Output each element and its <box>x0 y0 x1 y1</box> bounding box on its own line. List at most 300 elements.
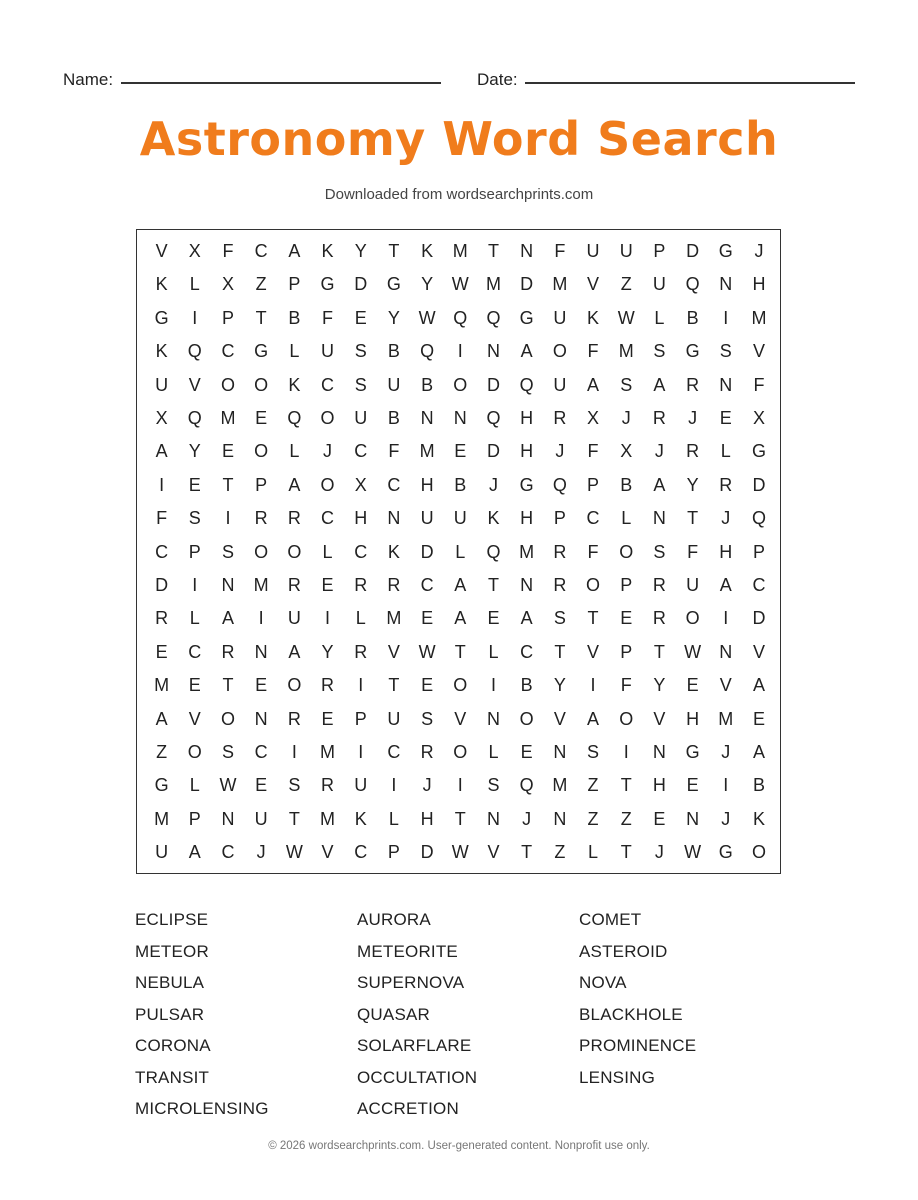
grid-cell[interactable]: T <box>554 641 566 662</box>
grid-cell[interactable]: B <box>421 374 434 395</box>
grid-cell[interactable]: R <box>553 575 567 595</box>
grid-cell[interactable]: M <box>519 541 535 562</box>
grid-cell[interactable]: P <box>553 508 566 529</box>
grid-cell[interactable]: P <box>288 274 301 295</box>
grid-cell[interactable]: P <box>653 241 666 261</box>
grid-cell[interactable]: F <box>156 508 168 529</box>
grid-cell[interactable]: C <box>354 842 368 863</box>
grid-cell[interactable]: G <box>718 241 733 261</box>
grid-cell[interactable]: E <box>188 675 201 696</box>
grid-cell[interactable]: O <box>287 541 302 562</box>
grid-cell[interactable]: I <box>258 608 264 629</box>
grid-cell[interactable]: E <box>354 307 367 328</box>
grid-cell[interactable]: M <box>419 441 435 462</box>
grid-cell[interactable]: W <box>684 641 702 662</box>
grid-cell[interactable]: C <box>752 575 766 595</box>
grid-cell[interactable]: E <box>686 675 699 696</box>
grid-cell[interactable]: U <box>553 307 567 328</box>
grid-cell[interactable]: S <box>719 341 732 362</box>
grid-cell[interactable]: O <box>453 742 468 762</box>
grid-cell[interactable]: H <box>719 541 733 562</box>
grid-cell[interactable]: D <box>752 474 766 495</box>
grid-cell[interactable]: E <box>255 675 268 696</box>
grid-cell[interactable]: F <box>587 441 599 462</box>
grid-cell[interactable]: M <box>154 675 170 696</box>
grid-cell[interactable]: B <box>387 408 400 428</box>
grid-cell[interactable]: C <box>321 508 335 529</box>
grid-cell[interactable]: W <box>451 842 469 863</box>
grid-cell[interactable]: Z <box>620 808 632 829</box>
grid-cell[interactable]: T <box>255 307 267 328</box>
grid-cell[interactable]: I <box>358 742 364 762</box>
grid-cell[interactable]: E <box>653 808 666 829</box>
grid-cell[interactable]: O <box>685 608 700 629</box>
grid-cell[interactable]: M <box>485 274 501 295</box>
grid-cell[interactable]: A <box>454 608 467 629</box>
grid-cell[interactable]: E <box>221 441 234 462</box>
grid-cell[interactable]: S <box>354 341 367 362</box>
grid-cell[interactable]: R <box>287 508 301 529</box>
grid-cell[interactable]: C <box>420 575 434 595</box>
grid-cell[interactable]: T <box>620 775 632 796</box>
grid-cell[interactable]: J <box>621 408 631 428</box>
grid-cell[interactable]: W <box>684 842 702 863</box>
grid-cell[interactable]: P <box>188 541 201 562</box>
grid-cell[interactable]: D <box>486 441 500 462</box>
grid-cell[interactable]: I <box>391 775 397 796</box>
grid-cell[interactable]: D <box>486 374 500 395</box>
grid-cell[interactable]: N <box>254 641 268 662</box>
grid-cell[interactable]: K <box>288 374 301 395</box>
grid-cell[interactable]: N <box>520 575 534 595</box>
grid-cell[interactable]: J <box>422 775 432 796</box>
grid-cell[interactable]: A <box>288 474 301 495</box>
grid-cell[interactable]: I <box>225 508 231 529</box>
grid-cell[interactable]: U <box>387 708 401 729</box>
grid-cell[interactable]: R <box>652 608 666 629</box>
grid-cell[interactable]: N <box>486 341 500 362</box>
grid-cell[interactable]: C <box>354 541 368 562</box>
grid-cell[interactable]: R <box>652 408 666 428</box>
grid-cell[interactable]: O <box>320 408 335 428</box>
grid-cell[interactable]: Q <box>486 541 501 562</box>
grid-cell[interactable]: E <box>752 708 765 729</box>
grid-cell[interactable]: A <box>653 474 666 495</box>
grid-cell[interactable]: A <box>155 708 168 729</box>
grid-cell[interactable]: D <box>520 274 534 295</box>
grid-cell[interactable]: A <box>155 441 168 462</box>
grid-cell[interactable]: J <box>721 742 731 762</box>
grid-cell[interactable]: U <box>586 241 600 261</box>
grid-cell[interactable]: C <box>221 341 235 362</box>
grid-cell[interactable]: T <box>222 474 234 495</box>
grid-cell[interactable]: N <box>719 274 733 295</box>
grid-cell[interactable]: G <box>254 341 269 362</box>
grid-cell[interactable]: V <box>321 842 334 863</box>
grid-cell[interactable]: R <box>553 541 567 562</box>
grid-cell[interactable]: V <box>155 241 168 261</box>
grid-cell[interactable]: C <box>254 241 268 261</box>
grid-cell[interactable]: R <box>553 408 567 428</box>
grid-cell[interactable]: J <box>754 241 764 261</box>
grid-cell[interactable]: N <box>719 374 733 395</box>
grid-cell[interactable]: S <box>620 374 633 395</box>
grid-cell[interactable]: L <box>488 641 499 662</box>
grid-cell[interactable]: A <box>653 374 666 395</box>
grid-cell[interactable]: A <box>288 241 301 261</box>
grid-cell[interactable]: A <box>752 675 765 696</box>
grid-cell[interactable]: Q <box>552 474 567 495</box>
grid-cell[interactable]: V <box>587 641 600 662</box>
grid-cell[interactable]: R <box>254 508 268 529</box>
grid-cell[interactable]: Y <box>421 274 434 295</box>
grid-cell[interactable]: Q <box>486 307 501 328</box>
grid-cell[interactable]: H <box>420 808 434 829</box>
grid-cell[interactable]: I <box>291 742 297 762</box>
grid-cell[interactable]: U <box>619 241 633 261</box>
grid-cell[interactable]: I <box>457 775 463 796</box>
grid-cell[interactable]: V <box>387 641 400 662</box>
grid-cell[interactable]: H <box>420 474 434 495</box>
grid-cell[interactable]: E <box>321 708 334 729</box>
grid-cell[interactable]: Q <box>287 408 302 428</box>
grid-cell[interactable]: J <box>488 474 498 495</box>
grid-cell[interactable]: N <box>553 808 567 829</box>
grid-cell[interactable]: B <box>288 307 301 328</box>
grid-cell[interactable]: V <box>487 842 500 863</box>
grid-cell[interactable]: N <box>221 575 235 595</box>
grid-cell[interactable]: N <box>387 508 401 529</box>
grid-cell[interactable]: P <box>255 474 268 495</box>
grid-cell[interactable]: J <box>522 808 532 829</box>
grid-cell[interactable]: Y <box>653 675 666 696</box>
grid-cell[interactable]: O <box>453 374 468 395</box>
grid-cell[interactable]: B <box>520 675 533 696</box>
grid-cell[interactable]: X <box>155 408 168 428</box>
grid-cell[interactable]: U <box>652 274 666 295</box>
grid-cell[interactable]: R <box>354 641 368 662</box>
grid-cell[interactable]: A <box>288 641 301 662</box>
grid-cell[interactable]: J <box>256 842 266 863</box>
grid-cell[interactable]: E <box>188 474 201 495</box>
grid-cell[interactable]: O <box>619 708 634 729</box>
grid-cell[interactable]: T <box>388 241 400 261</box>
grid-cell[interactable]: T <box>388 675 400 696</box>
grid-cell[interactable]: R <box>387 575 401 595</box>
grid-cell[interactable]: K <box>321 241 334 261</box>
grid-cell[interactable]: H <box>520 441 534 462</box>
grid-cell[interactable]: B <box>387 341 400 362</box>
grid-cell[interactable]: V <box>587 274 600 295</box>
grid-cell[interactable]: K <box>387 541 400 562</box>
grid-cell[interactable]: V <box>719 675 732 696</box>
grid-cell[interactable]: Y <box>553 675 566 696</box>
grid-cell[interactable]: F <box>620 675 632 696</box>
grid-cell[interactable]: U <box>321 341 335 362</box>
grid-cell[interactable]: W <box>418 641 436 662</box>
grid-cell[interactable]: V <box>752 641 765 662</box>
grid-cell[interactable]: P <box>587 474 600 495</box>
grid-cell[interactable]: T <box>487 241 499 261</box>
grid-cell[interactable]: J <box>721 508 731 529</box>
grid-cell[interactable]: N <box>686 808 700 829</box>
grid-cell[interactable]: A <box>520 341 533 362</box>
grid-cell[interactable]: T <box>454 808 466 829</box>
grid-cell[interactable]: C <box>354 441 368 462</box>
grid-cell[interactable]: A <box>188 842 201 863</box>
grid-cell[interactable]: I <box>325 608 331 629</box>
grid-cell[interactable]: T <box>587 608 599 629</box>
grid-cell[interactable]: M <box>552 274 568 295</box>
grid-cell[interactable]: S <box>487 775 500 796</box>
grid-cell[interactable]: N <box>221 808 235 829</box>
grid-cell[interactable]: E <box>255 775 268 796</box>
grid-cell[interactable]: J <box>654 842 664 863</box>
grid-cell[interactable]: K <box>487 508 500 529</box>
grid-cell[interactable]: Y <box>188 441 201 462</box>
grid-cell[interactable]: D <box>354 274 368 295</box>
grid-cell[interactable]: Q <box>187 341 202 362</box>
grid-cell[interactable]: A <box>520 608 533 629</box>
grid-cell[interactable]: L <box>189 274 200 295</box>
grid-cell[interactable]: M <box>718 708 734 729</box>
grid-cell[interactable]: A <box>719 575 732 595</box>
grid-cell[interactable]: W <box>418 307 436 328</box>
grid-cell[interactable]: Z <box>554 842 566 863</box>
grid-cell[interactable]: S <box>587 742 600 762</box>
grid-cell[interactable]: S <box>421 708 434 729</box>
grid-cell[interactable]: G <box>154 775 169 796</box>
grid-cell[interactable]: O <box>552 341 567 362</box>
grid-cell[interactable]: U <box>453 508 467 529</box>
grid-cell[interactable]: R <box>652 575 666 595</box>
grid-cell[interactable]: Z <box>587 775 599 796</box>
grid-cell[interactable]: L <box>388 808 399 829</box>
grid-cell[interactable]: C <box>586 508 600 529</box>
grid-cell[interactable]: G <box>685 742 700 762</box>
grid-cell[interactable]: Z <box>255 274 267 295</box>
grid-cell[interactable]: L <box>720 441 731 462</box>
grid-cell[interactable]: N <box>453 408 467 428</box>
grid-cell[interactable]: R <box>686 374 700 395</box>
grid-cell[interactable]: B <box>686 307 699 328</box>
grid-cell[interactable]: F <box>322 307 334 328</box>
grid-cell[interactable]: Y <box>387 307 400 328</box>
grid-cell[interactable]: N <box>486 708 500 729</box>
grid-cell[interactable]: H <box>686 708 700 729</box>
grid-cell[interactable]: B <box>620 474 633 495</box>
grid-cell[interactable]: P <box>387 842 400 863</box>
grid-cell[interactable]: A <box>587 374 600 395</box>
grid-cell[interactable]: P <box>354 708 367 729</box>
grid-cell[interactable]: Q <box>519 775 534 796</box>
grid-cell[interactable]: X <box>620 441 633 462</box>
grid-cell[interactable]: E <box>620 608 633 629</box>
grid-cell[interactable]: R <box>719 474 733 495</box>
grid-cell[interactable]: U <box>354 775 368 796</box>
grid-cell[interactable]: O <box>254 441 269 462</box>
grid-cell[interactable]: P <box>188 808 201 829</box>
grid-cell[interactable]: K <box>752 808 765 829</box>
grid-cell[interactable]: J <box>688 408 698 428</box>
grid-cell[interactable]: D <box>420 541 434 562</box>
grid-cell[interactable]: E <box>686 775 699 796</box>
grid-cell[interactable]: U <box>354 408 368 428</box>
grid-cell[interactable]: Q <box>453 307 468 328</box>
grid-cell[interactable]: J <box>555 441 565 462</box>
grid-cell[interactable]: U <box>287 608 301 629</box>
grid-cell[interactable]: A <box>752 742 765 762</box>
grid-cell[interactable]: I <box>192 575 198 595</box>
grid-cell[interactable]: S <box>653 341 666 362</box>
grid-cell[interactable]: R <box>221 641 235 662</box>
grid-cell[interactable]: E <box>155 641 168 662</box>
grid-cell[interactable]: C <box>321 374 335 395</box>
grid-cell[interactable]: M <box>452 241 468 261</box>
grid-cell[interactable]: U <box>155 374 169 395</box>
grid-cell[interactable]: G <box>519 474 534 495</box>
grid-cell[interactable]: S <box>221 541 234 562</box>
grid-cell[interactable]: L <box>455 541 466 562</box>
grid-cell[interactable]: Q <box>519 374 534 395</box>
grid-cell[interactable]: Z <box>620 274 632 295</box>
grid-cell[interactable]: D <box>420 842 434 863</box>
grid-cell[interactable]: A <box>221 608 234 629</box>
grid-cell[interactable]: S <box>221 742 234 762</box>
grid-cell[interactable]: I <box>192 307 198 328</box>
grid-cell[interactable]: F <box>587 541 599 562</box>
grid-cell[interactable]: I <box>623 742 629 762</box>
grid-cell[interactable]: Q <box>187 408 202 428</box>
grid-cell[interactable]: F <box>587 341 599 362</box>
grid-cell[interactable]: Q <box>751 508 766 529</box>
grid-cell[interactable]: F <box>554 241 566 261</box>
grid-cell[interactable]: W <box>285 842 303 863</box>
grid-cell[interactable]: L <box>488 742 499 762</box>
grid-cell[interactable]: J <box>323 441 333 462</box>
grid-cell[interactable]: M <box>220 408 236 428</box>
grid-cell[interactable]: N <box>652 508 666 529</box>
grid-cell[interactable]: G <box>685 341 700 362</box>
date-line[interactable] <box>525 82 855 84</box>
grid-cell[interactable]: M <box>320 808 336 829</box>
grid-cell[interactable]: U <box>387 374 401 395</box>
grid-cell[interactable]: H <box>520 508 534 529</box>
grid-cell[interactable]: X <box>752 408 765 428</box>
grid-cell[interactable]: V <box>752 341 765 362</box>
grid-cell[interactable]: Q <box>420 341 435 362</box>
grid-cell[interactable]: L <box>588 842 599 863</box>
grid-cell[interactable]: X <box>188 241 201 261</box>
grid-cell[interactable]: O <box>220 708 235 729</box>
grid-cell[interactable]: F <box>687 541 699 562</box>
grid-cell[interactable]: L <box>189 775 200 796</box>
grid-cell[interactable]: U <box>420 508 434 529</box>
grid-cell[interactable]: O <box>287 675 302 696</box>
grid-cell[interactable]: M <box>751 307 767 328</box>
grid-cell[interactable]: O <box>619 541 634 562</box>
grid-cell[interactable]: L <box>322 541 333 562</box>
grid-cell[interactable]: I <box>723 307 729 328</box>
grid-cell[interactable]: O <box>519 708 534 729</box>
grid-cell[interactable]: K <box>587 307 600 328</box>
grid-cell[interactable]: E <box>487 608 500 629</box>
grid-cell[interactable]: E <box>454 441 467 462</box>
grid-cell[interactable]: G <box>519 307 534 328</box>
grid-cell[interactable]: K <box>155 341 168 362</box>
grid-cell[interactable]: V <box>188 708 201 729</box>
grid-cell[interactable]: T <box>454 641 466 662</box>
grid-cell[interactable]: L <box>289 441 300 462</box>
grid-cell[interactable]: Y <box>354 241 367 261</box>
grid-cell[interactable]: R <box>420 742 434 762</box>
grid-cell[interactable]: E <box>421 608 434 629</box>
grid-cell[interactable]: C <box>387 474 401 495</box>
grid-cell[interactable]: C <box>520 641 534 662</box>
grid-cell[interactable]: N <box>553 742 567 762</box>
grid-cell[interactable]: F <box>753 374 765 395</box>
grid-cell[interactable]: O <box>586 575 601 595</box>
grid-cell[interactable]: R <box>321 775 335 796</box>
grid-cell[interactable]: E <box>520 742 533 762</box>
grid-cell[interactable]: P <box>620 641 633 662</box>
grid-cell[interactable]: G <box>751 441 766 462</box>
grid-cell[interactable]: M <box>253 575 269 595</box>
grid-cell[interactable]: X <box>587 408 600 428</box>
grid-cell[interactable]: F <box>222 241 234 261</box>
grid-cell[interactable]: I <box>358 675 364 696</box>
grid-cell[interactable]: D <box>155 575 169 595</box>
grid-cell[interactable]: N <box>652 742 666 762</box>
grid-cell[interactable]: C <box>188 641 202 662</box>
grid-cell[interactable]: O <box>187 742 202 762</box>
grid-cell[interactable]: X <box>354 474 367 495</box>
grid-cell[interactable]: C <box>221 842 235 863</box>
grid-cell[interactable]: V <box>188 374 201 395</box>
grid-cell[interactable]: L <box>355 608 366 629</box>
grid-cell[interactable]: H <box>752 274 766 295</box>
grid-cell[interactable]: T <box>487 575 499 595</box>
grid-cell[interactable]: T <box>521 842 533 863</box>
grid-cell[interactable]: B <box>752 775 765 796</box>
grid-cell[interactable]: U <box>553 374 567 395</box>
grid-cell[interactable]: H <box>354 508 368 529</box>
grid-cell[interactable]: P <box>221 307 234 328</box>
grid-cell[interactable]: S <box>354 374 367 395</box>
grid-cell[interactable]: O <box>254 374 269 395</box>
grid-cell[interactable]: O <box>320 474 335 495</box>
grid-cell[interactable]: L <box>654 307 665 328</box>
grid-cell[interactable]: N <box>520 241 534 261</box>
grid-cell[interactable]: S <box>288 775 301 796</box>
grid-cell[interactable]: R <box>686 441 700 462</box>
grid-cell[interactable]: T <box>620 842 632 863</box>
grid-cell[interactable]: S <box>553 608 566 629</box>
grid-cell[interactable]: A <box>587 708 600 729</box>
grid-cell[interactable]: A <box>454 575 467 595</box>
grid-cell[interactable]: M <box>552 775 568 796</box>
name-line[interactable] <box>121 82 441 84</box>
grid-cell[interactable]: D <box>752 608 766 629</box>
grid-cell[interactable]: P <box>752 541 765 562</box>
grid-cell[interactable]: O <box>453 675 468 696</box>
grid-cell[interactable]: J <box>721 808 731 829</box>
grid-cell[interactable]: Y <box>686 474 699 495</box>
grid-cell[interactable]: M <box>320 742 336 762</box>
grid-cell[interactable]: V <box>653 708 666 729</box>
grid-cell[interactable]: I <box>457 341 463 362</box>
grid-cell[interactable]: N <box>420 408 434 428</box>
